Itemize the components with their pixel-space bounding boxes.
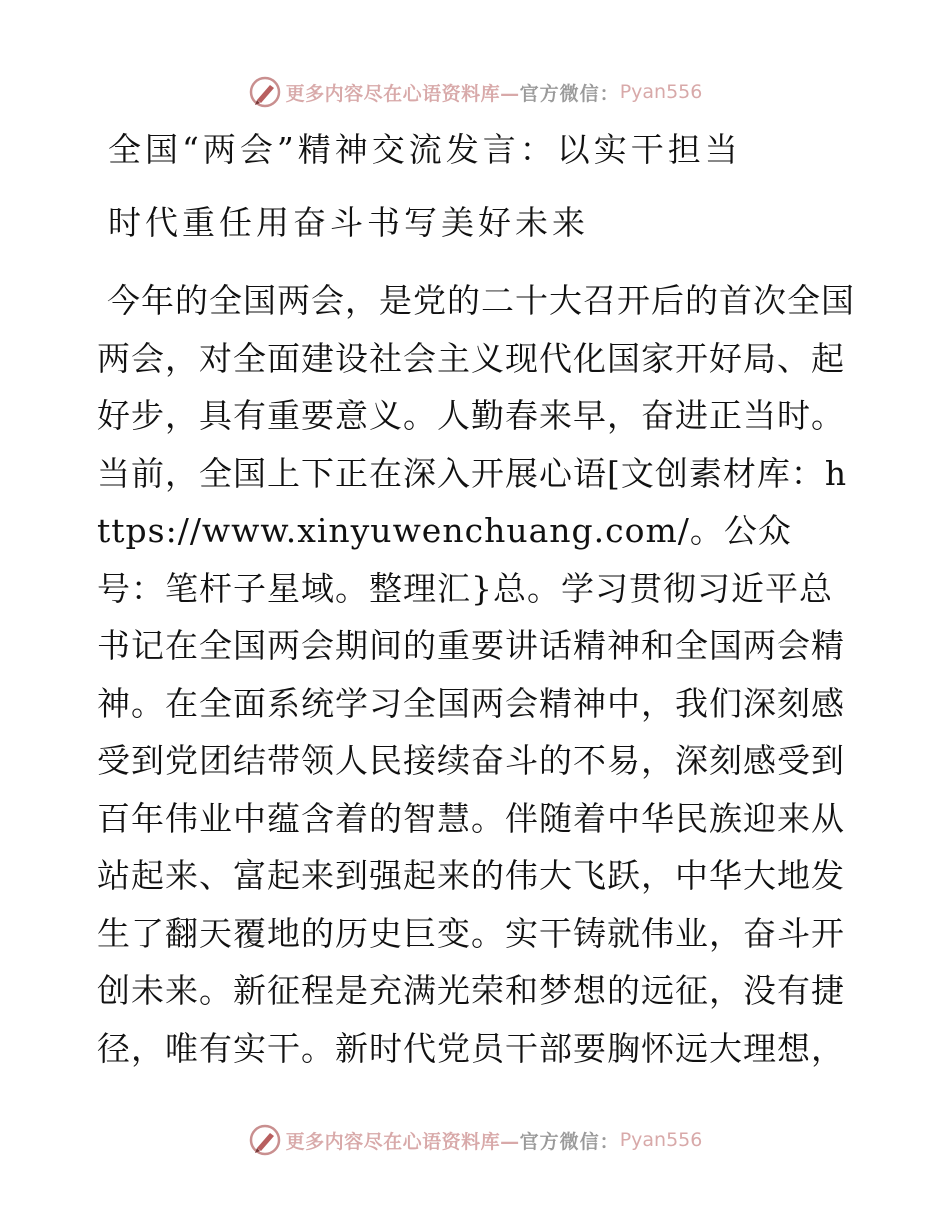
footer-watermark-banner bbox=[0, 1120, 950, 1160]
header-banner-label: 官方微信： bbox=[519, 82, 620, 105]
document-body-paragraph: 今年的全国两会，是党的二十大召开后的首次全国两会，对全面建设社会主义现代化国家开好局、起好步，具有重要意义。人勤春来早，奋进正当时。当前，全国上下正在深入开展心语[文创素材库：https://www.xinyuwenchuang.com/。公众号：笔杆子星域。整理汇}总。学习贯彻习近平总书记在全国两会期间的重要讲话精神和全国两会精神。在全面系统学习全国两会精神中，我们深刻感受到党团结带领人民接续奋斗的不易，深刻感受到百年伟业中蕴含着的智慧。伴随着中华民族迎来从站起来、富起来到强起来的伟大飞跃，中华大地发生了翻天覆地的历史巨变。实干铸就伟业，奋斗开创未来。新征程是充满光荣和梦想的远征，没有捷径，唯有实干。新时代党员干部要胸怀远大理想， bbox=[97, 281, 855, 1068]
pen-logo-icon bbox=[248, 75, 282, 109]
footer-banner-wechat-id: Pyan556 bbox=[619, 1129, 703, 1151]
header-banner-main-text: 更多内容尽在心语资料库— bbox=[285, 82, 520, 105]
document-title-line-2: 时代重任用奋斗书写美好未来 bbox=[108, 203, 589, 242]
document-title-line-1: 全国“两会”精神交流发言：以实干担当 bbox=[108, 130, 742, 169]
pen-logo-icon bbox=[248, 1123, 282, 1157]
footer-banner-main-text: 更多内容尽在心语资料库— bbox=[285, 1130, 520, 1153]
header-watermark-banner bbox=[0, 72, 950, 112]
footer-banner-label: 官方微信： bbox=[519, 1130, 620, 1153]
header-banner-wechat-id: Pyan556 bbox=[619, 81, 703, 103]
